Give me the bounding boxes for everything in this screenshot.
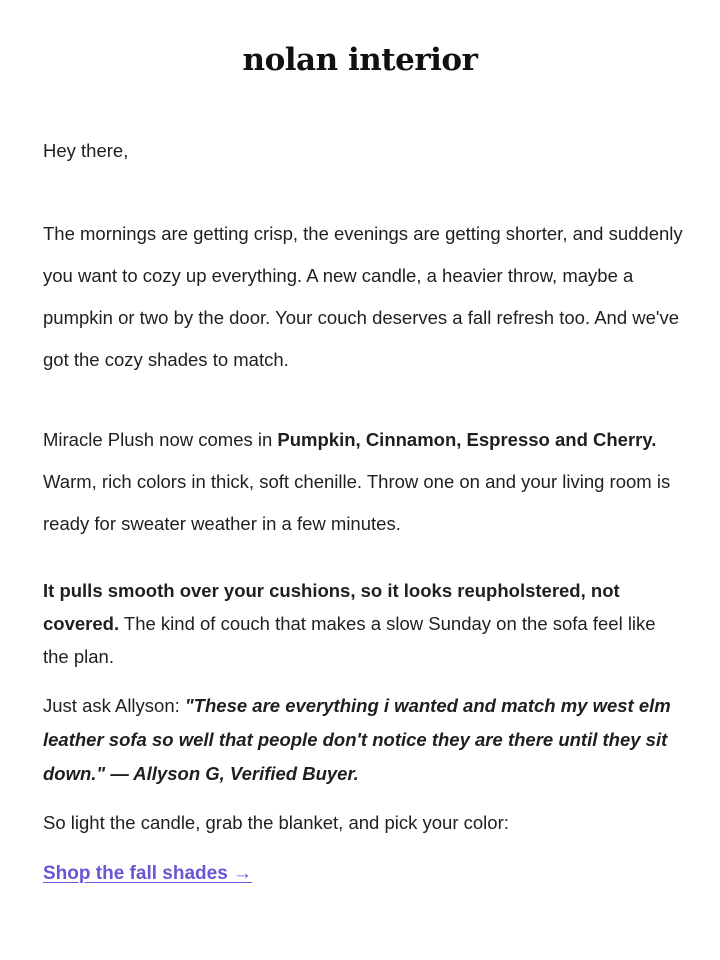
shop-fall-shades-link[interactable]: Shop the fall shades → <box>43 863 253 884</box>
product-colors-paragraph <box>43 419 683 545</box>
testimonial-paragraph <box>43 689 683 791</box>
color-names-text: Pumpkin, Cinnamon, Espresso and Cherry. <box>277 429 657 450</box>
fit-bold-text: It pulls smooth over your cushions, so it looks reupholstered, not covered. <box>43 580 620 634</box>
closing-paragraph: So light the candle, grab the blanket, and pick your color: <box>43 812 509 833</box>
product-description-text: Warm, rich colors in thick, soft chenille. Throw one on and your living room is ready for sweater weather in a few minutes. <box>43 471 671 534</box>
testimonial-quote: "These are everything i wanted and match my west elm leather sofa so well that people don't notice they are there until they sit down." — Allyson G, Verified Buyer. <box>43 695 671 784</box>
intro-paragraph: The mornings are getting crisp, the evenings are getting shorter, and suddenly you want to cozy up everything. A new candle, a heavier throw, maybe a pumpkin or two by the door. Your couch deserves a fall refresh too. And we've got the cozy shades to match. <box>43 223 683 370</box>
fit-rest-text: The kind of couch that makes a slow Sunday on the sofa feel like the plan. <box>43 613 656 667</box>
testimonial-intro-text: Just ask Allyson: <box>43 695 185 716</box>
brand-logo: nolan interior <box>242 42 478 78</box>
product-intro-text: Miracle Plush now comes in <box>43 429 278 450</box>
fit-paragraph <box>43 574 683 673</box>
greeting-text: Hey there, <box>43 140 129 161</box>
